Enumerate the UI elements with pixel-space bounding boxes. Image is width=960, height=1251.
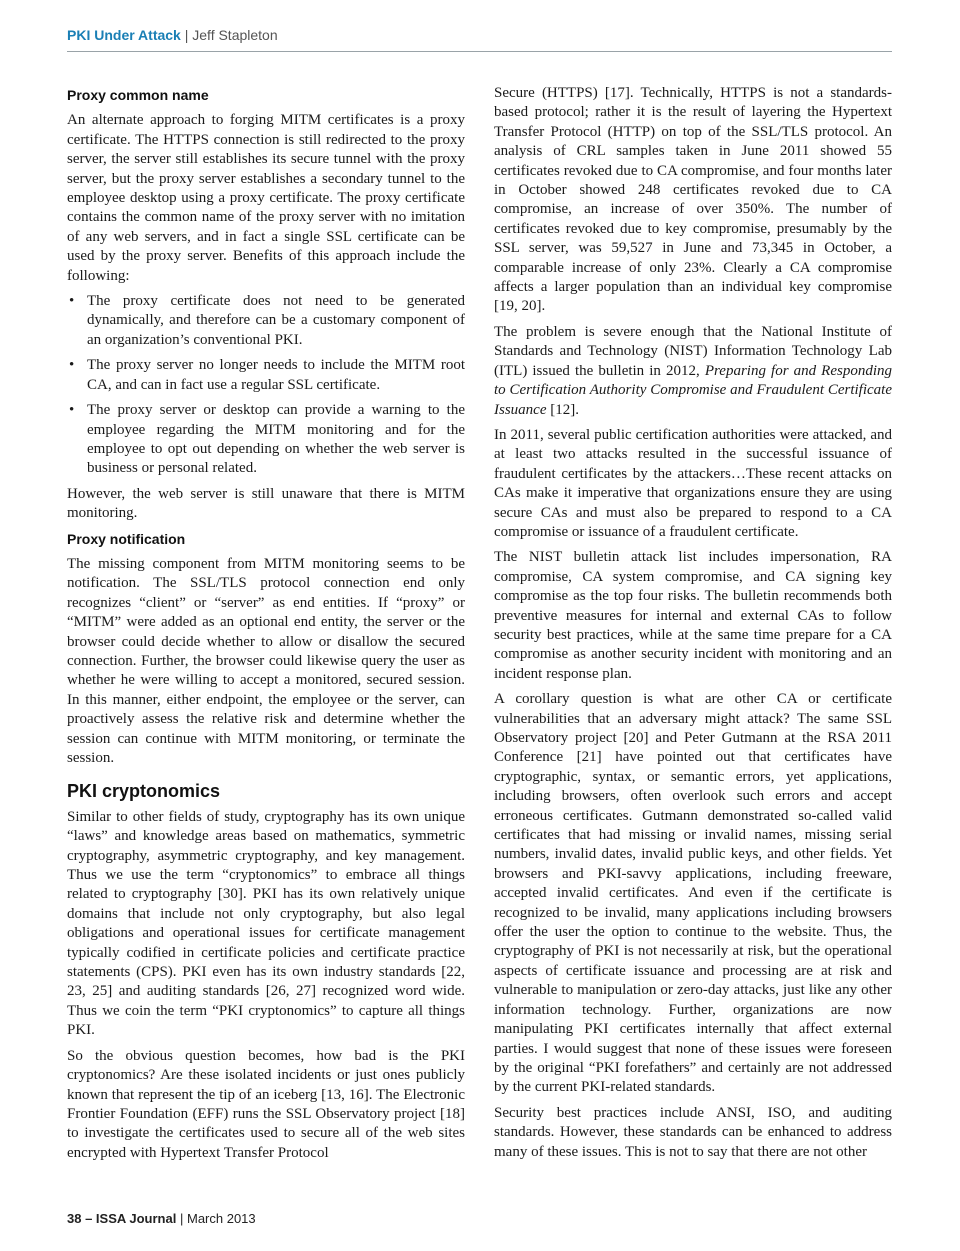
paragraph (494, 323, 892, 420)
paragraph: So the obvious question becomes, how bad is the PKI cryptonomics? Are these isolated incidents or just ones publicly known that represent the tip of an iceberg [13, 16]. The Electronic Frontier Foundation (EFF) runs the SSL Observatory project [18] to investigate the certificates used to secure all of the web sites encrypted with Hypertext Transfer Protocol (67, 1047, 465, 1161)
list-item: • The proxy server no longer needs to include the MITM root CA, and can in fact use a regular SSL certificate. (67, 356, 465, 395)
text: The problem is severe enough that the National Institute of Standards and Technology (NIST) Information Technology Lab (ITL) issued the bulletin in 2012, (494, 323, 892, 379)
paragraph: An alternate approach to forging MITM certificates is a proxy certificate. The HTTPS connection is still redirected to the proxy server, the server still establishes its secure tunnel with the proxy server, but the proxy server establishes a secondary tunnel to the employee desktop using a proxy certificate. The proxy certificate contains the common name of the proxy server with no imitation of any web servers, and in fact a single SSL certificate can be used by the proxy server. Benefits of this approach include the following: (67, 112, 465, 284)
paragraph: Similar to other fields of study, cryptography has its own unique “laws” and knowledge areas based on mathematics, symmetric cryptography, asymmetric cryptography, and key management. Thus we use the term “cryptonomics” to embrace all things related to cryptography [30]. PKI has its own relatively unique domains that include not only cryptography, but also legal obligations and operational issues for certificate management typically codified in certificate policies and certificate practice statements (CPS). PKI even has its own industry standards [22, 23, 25] and auditing standards [26, 27] recognized word wide. Thus we coin the term “PKI cryptonomics” to capture all things PKI. (67, 808, 465, 1039)
paragraph: Secure (HTTPS) [17]. Technically, HTTPS is not a standards-based protocol; rather it is the result of layering the Hypertext Transfer Protocol (HTTP) on top of the SSL/TLS protocol. An analysis of CRL samples taken in June 2011 showed 55 certificates revoked due to CA compromise, and four months later in October showed 248 certificates revoked due to CA compromise, an increase of over 350%. The number of certificates revoked due to key compromise, presumably by the SSL server, was 59,527 in June and 73,345 in October, a comparable increase of only 23%. Clearly a CA compromise affects a larger population than an individual key compromise [19, 20]. (494, 85, 892, 315)
right-column (494, 84, 892, 1168)
text: [12]. (546, 401, 579, 418)
header-author: Jeff Stapleton (192, 27, 278, 43)
list-item: • The proxy server or desktop can provide a warning to the employee regarding the MITM monitoring and for the employee to opt out depending on whether the web server is business or personal related. (67, 401, 465, 479)
block-quote: In 2011, several public certification authorities were attacked, and at least two attacks resulted in the successful issuance of fraudulent certificates by the attackers…These recent attacks on CAs make it imperative that organizations ensure they are using secure CAs and must also be prepared to respond to a CA compromise or issuance of a fraudulent certificate. (494, 426, 892, 540)
subheading-proxy-notification: Proxy notification (67, 530, 186, 547)
paragraph: However, the web server is still unaware that there is MITM monitoring. (67, 485, 465, 522)
page-footer (67, 1211, 256, 1226)
paragraph: The NIST bulletin attack list includes impersonation, RA compromise, CA system compromise, and CA signing key compromise as the top four risks. The bulletin recommends both preventive measures for internal and external CAs to follow security best practices, while at the same time prepare for a CA compromise as another security incident with monitoring and an incident response plan. (494, 549, 892, 682)
list-item: • The proxy certificate does not need to be generated dynamically, and therefore can be a customary component of an organization’s conventional PKI. (67, 292, 465, 350)
header-section: PKI Under Attack (67, 27, 181, 43)
subheading-proxy-common-name: Proxy common name (67, 87, 209, 103)
bulletin-title: Preparing for and Responding to Certification Authority Compromise and Fraudulent Certificate Issuance (494, 362, 893, 418)
running-header (67, 27, 278, 43)
section-heading-pki-cryptonomics: PKI cryptonomics (67, 781, 221, 802)
header-separator: | (184, 27, 189, 43)
benefits-list (67, 292, 465, 479)
paragraph: Security best practices include ANSI, ISO, and auditing standards. However, these standards can be enhanced to address many of these issues. This is not to say that there are not other (494, 1104, 892, 1160)
footer-page-journal: 38 – ISSA Journal (67, 1211, 177, 1226)
left-column (67, 86, 465, 1169)
footer-separator: | (179, 1211, 184, 1226)
footer-date: March 2013 (186, 1211, 256, 1226)
paragraph: A corollary question is what are other CA or certificate vulnerabilities that an adversary might attack? The same SSL Observatory project [20] and Peter Gutmann at the RSA 2011 Conference [21] have pointed out that certificates have cryptographic, syntax, or semantic errors, yet applications, including browsers, often overlook such errors and accept erroneous certificates. Gutmann demonstrated so-called valid certificates that had missing or invalid names, missing serial numbers, invalid dates, invalid public keys, and other fields. Yet browsers and PKI-savvy applications, including freeware, accepted invalid certificates. And even if the certificate is recognized to be invalid, many applications including browsers offer the user the option to continue to the website. Thus, the cryptography of PKI is not necessarily at risk, but the operational aspects of certificate issuance and processing are at risk and vulnerable to manipulation or zero-day attacks, just like any other information technology. Further, organizations are now manipulating PKI certificates internally that affect external parties. I would suggest that none of these issues were foreseen by the original “PKI forefathers” and certainly are not addressed by the current PKI-related standards. (494, 691, 892, 1096)
paragraph: The missing component from MITM monitoring seems to be notification. The SSL/TLS protocol connection end only recognizes “client” or “server” as end entities. If “proxy” or “MITM” were added as an optional end entity, the server or the browser could decide whether to allow or disallow the secured connection. Further, the browser could likewise query the user as whether he were willing to accept a monitored, secured session. In this manner, either endpoint, the employee or the server, can proactively assess the relative risk and determine whether the session can continue with MITM monitoring, or terminate the session. (67, 555, 465, 766)
header-rule (67, 51, 892, 52)
